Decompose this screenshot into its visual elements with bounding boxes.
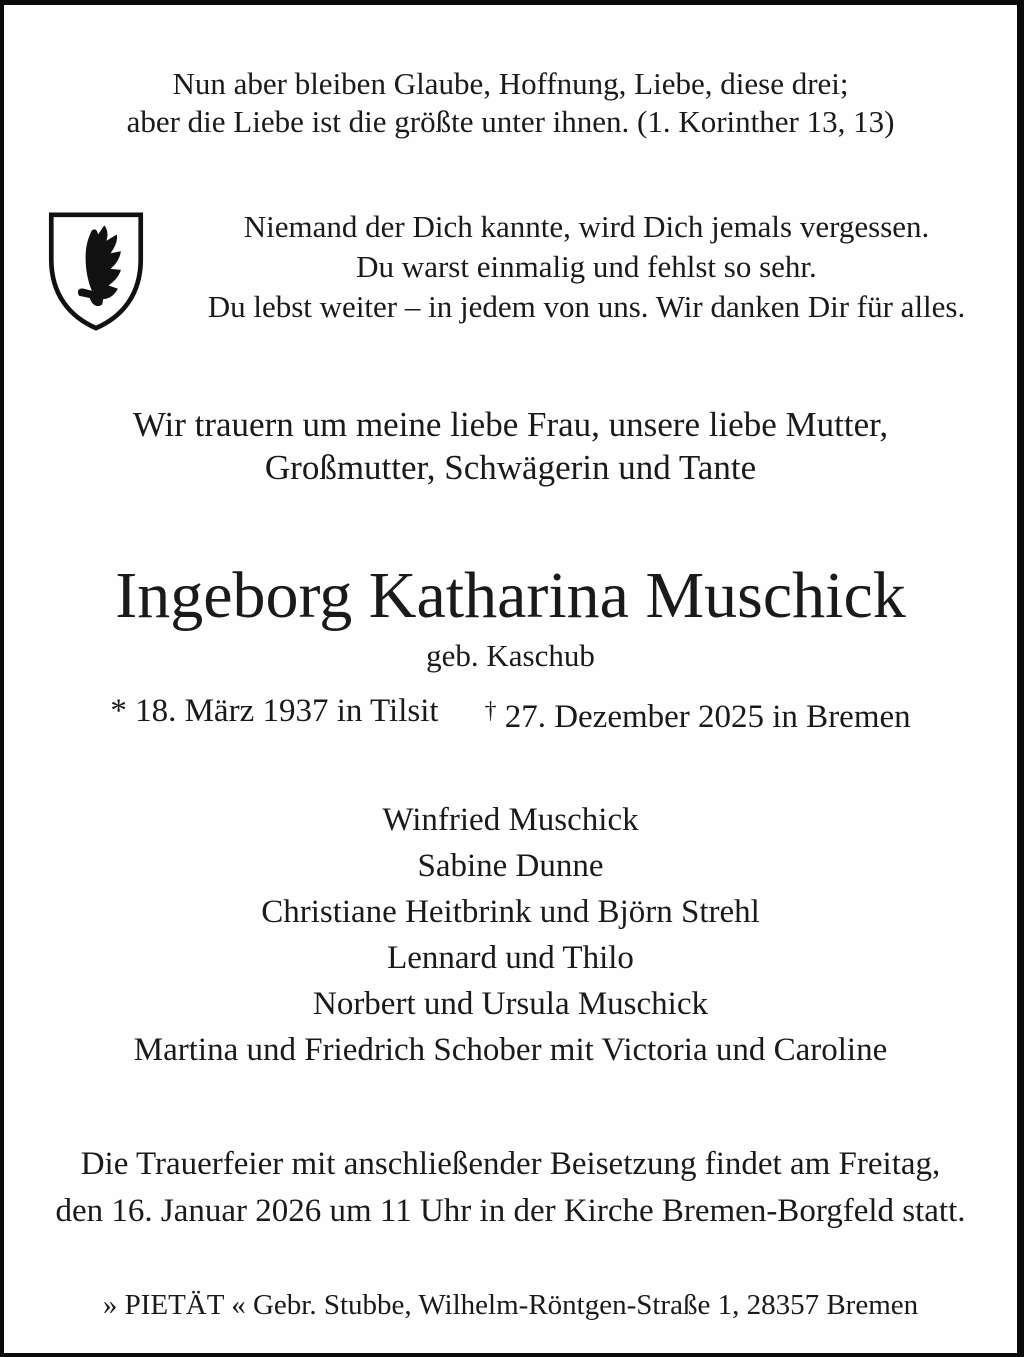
memorial-verse-line-2: Du warst einmalig und fehlst so sehr. — [356, 249, 817, 284]
mourner-row: Lennard und Thilo — [387, 940, 634, 977]
funeral-announcement — [4, 1141, 1017, 1235]
mourner-row: Martina und Friedrich Schober mit Victoria und Caroline — [133, 1032, 888, 1069]
death-date-text: 27. Dezember 2025 in Bremen — [496, 699, 911, 736]
maiden-name: geb. Kaschub — [426, 638, 595, 673]
mourners-list — [4, 797, 1017, 1073]
funeral-line-1: Die Trauerfeier mit anschließender Beisetzung findet am Freitag, — [80, 1146, 941, 1183]
bible-quote — [4, 65, 1017, 141]
mourner-row: Norbert und Ursula Muschick — [312, 986, 708, 1023]
mourning-intro — [4, 403, 1017, 489]
mourner-row: Sabine Dunne — [417, 848, 604, 885]
mourner-row: Winfried Muschick — [382, 802, 639, 839]
death-date — [485, 691, 911, 737]
deceased-name: Ingeborg Katharina Muschick — [115, 559, 906, 632]
birth-date: * 18. März 1937 in Tilsit — [110, 693, 439, 729]
memorial-verse-row — [4, 207, 1017, 337]
memorial-verse-line-3: Du lebst weiter – in jedem von uns. Wir danken Dir für alles. — [207, 289, 966, 324]
elk-antler-shield-icon — [44, 209, 148, 335]
dagger-symbol: † — [484, 698, 497, 724]
obituary-page — [4, 5, 1017, 1353]
funeral-line-2: den 16. Januar 2026 um 11 Uhr in der Kirche Bremen-Borgfeld statt. — [55, 1193, 966, 1230]
mourning-intro-line-2: Großmutter, Schwägerin und Tante — [264, 448, 757, 487]
memorial-verse — [156, 207, 1017, 327]
mourner-row: Christiane Heitbrink und Björn Strehl — [261, 894, 760, 931]
life-dates — [4, 691, 1017, 737]
funeral-home-footer: » PIETÄT « Gebr. Stubbe, Wilhelm-Röntgen-Straße 1, 28357 Bremen — [102, 1289, 919, 1322]
bible-quote-line-1: Nun aber bleiben Glaube, Hoffnung, Liebe, diese drei; — [172, 66, 849, 101]
memorial-verse-line-1: Niemand der Dich kannte, wird Dich jemals vergessen. — [243, 209, 930, 244]
mourning-intro-line-1: Wir trauern um meine liebe Frau, unsere liebe Mutter, — [132, 405, 889, 444]
bible-quote-line-2: aber die Liebe ist die größte unter ihnen. (1. Korinther 13, 13) — [126, 104, 895, 139]
